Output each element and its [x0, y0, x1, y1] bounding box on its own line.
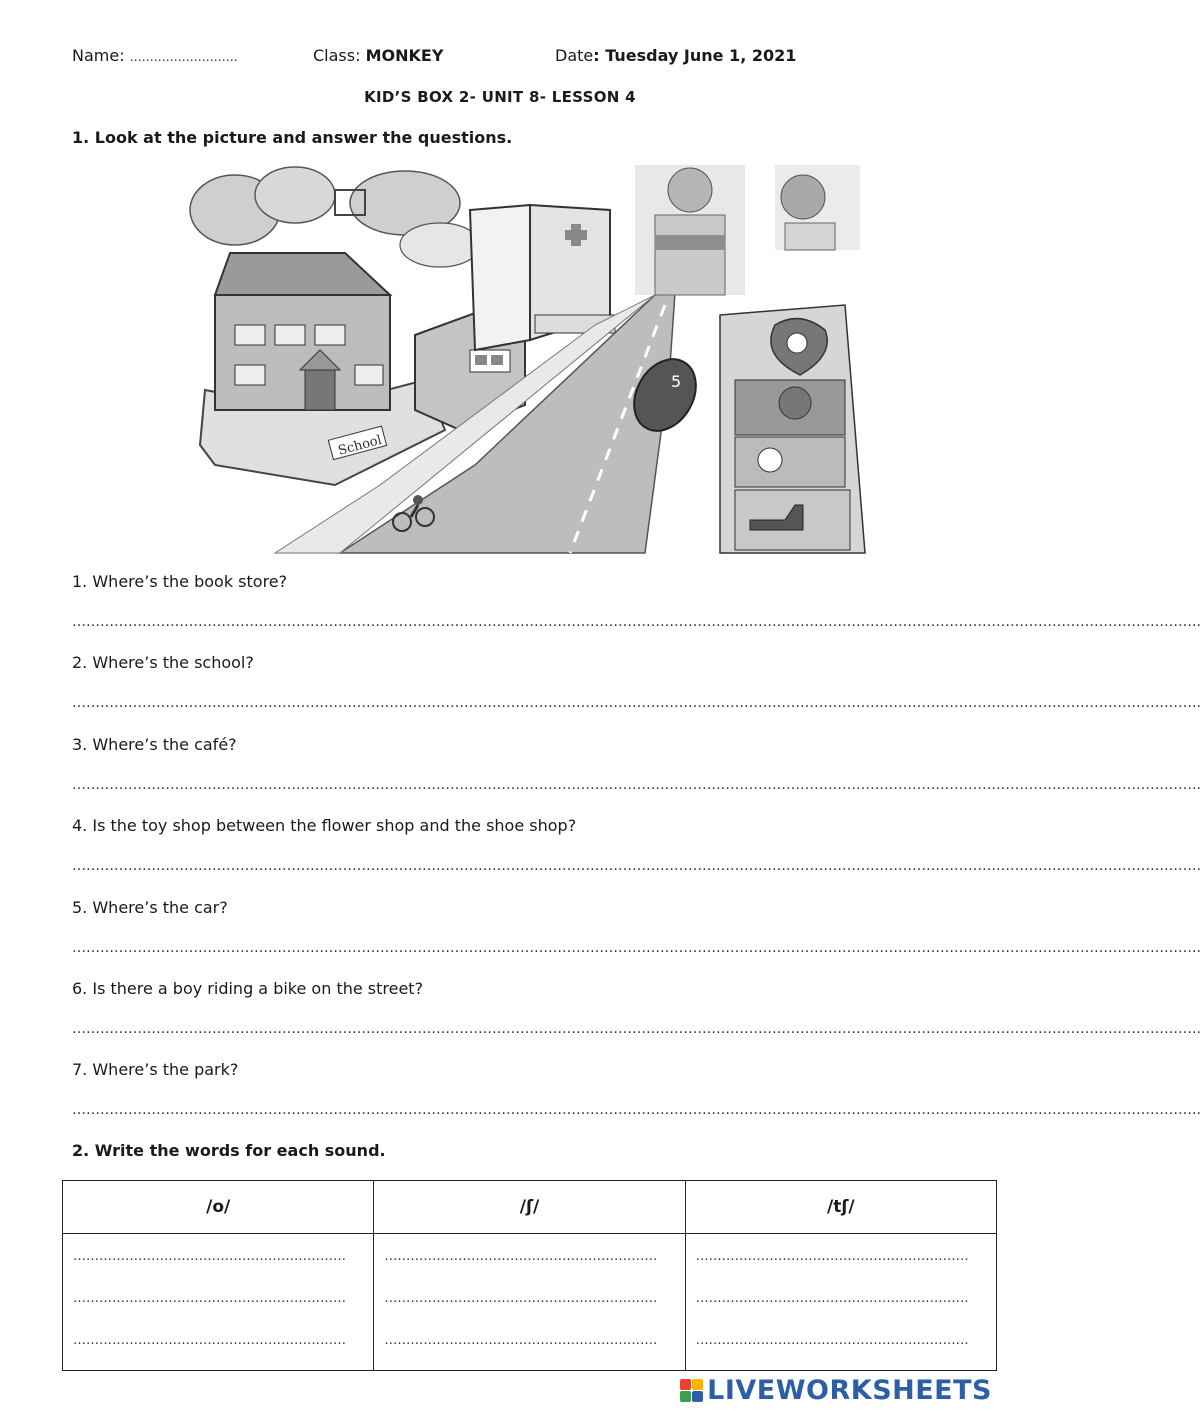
name-blank[interactable]: ………………………	[129, 50, 238, 64]
section-1-heading: 1. Look at the picture and answer the questions.	[72, 128, 513, 147]
column-header-sh: /ʃ/	[374, 1181, 685, 1234]
answer-blank[interactable]: ………………………………………………………	[695, 1249, 969, 1264]
answer-line-6[interactable]: ……………………………………………………………………………………………………………………………………………………………………………………………………………………..	[72, 1021, 1201, 1037]
answer-blank[interactable]: ………………………………………………………	[73, 1291, 346, 1306]
name-label: Name:	[72, 46, 125, 65]
answer-blank[interactable]: ………………………………………………………	[384, 1249, 658, 1264]
answer-blank[interactable]: ………………………………………………………	[695, 1291, 969, 1306]
answer-line-3[interactable]: ……………………………………………………………………………………………………………………………………………………………………………………………………………………..	[72, 777, 1201, 793]
logo-text: LIVEWORKSHEETS	[707, 1375, 992, 1406]
answer-blank[interactable]: ………………………………………………………	[384, 1291, 658, 1306]
town-street-picture	[175, 165, 865, 553]
question-5: 5. Where’s the car?	[72, 898, 228, 917]
question-7: 7. Where’s the park?	[72, 1060, 239, 1079]
answer-blank[interactable]: ………………………………………………………	[73, 1333, 346, 1348]
class-label: Class:	[313, 46, 361, 65]
date-field	[555, 46, 796, 65]
teddy-bear-icon	[779, 387, 811, 419]
answer-line-1[interactable]: ……………………………………………………………………………………………………………………………………………………………………………………………………………………..	[72, 614, 1201, 630]
car-number: 5	[671, 372, 682, 391]
answer-line-2[interactable]: ……………………………………………………………………………………………………………………………………………………………………………………………………………………..	[72, 695, 1201, 711]
column-header-ch: /tʃ/	[685, 1181, 996, 1234]
date-value: : Tuesday June 1, 2021	[593, 46, 797, 65]
column-sh-cell	[374, 1234, 685, 1371]
answer-line-5[interactable]: ……………………………………………………………………………………………………………………………………………………………………………………………………………………..	[72, 940, 1201, 956]
section-2-heading: 2. Write the words for each sound.	[72, 1141, 386, 1160]
column-o-cell	[63, 1234, 374, 1371]
answer-blank[interactable]: ………………………………………………………	[384, 1333, 658, 1348]
question-1: 1. Where’s the book store?	[72, 572, 288, 591]
children-photo	[635, 165, 860, 295]
liveworksheets-logo[interactable]	[680, 1375, 992, 1406]
cafe	[735, 437, 845, 487]
date-label: Date	[555, 46, 594, 65]
worksheet-title: KID’S BOX 2- UNIT 8- LESSON 4	[364, 88, 636, 106]
column-header-o: /o/	[63, 1181, 374, 1234]
question-3: 3. Where’s the café?	[72, 735, 237, 754]
name-field	[72, 46, 238, 65]
school-building	[200, 253, 445, 485]
answer-blank[interactable]: ………………………………………………………	[73, 1249, 346, 1264]
liveworksheets-logo-icon	[680, 1379, 703, 1402]
answer-line-7[interactable]: ……………………………………………………………………………………………………………………………………………………………………………………………………………………..	[72, 1102, 1201, 1118]
question-6: 6. Is there a boy riding a bike on the street?	[72, 979, 424, 998]
class-field	[313, 46, 443, 65]
column-ch-cell	[685, 1234, 996, 1371]
question-2: 2. Where’s the school?	[72, 653, 254, 672]
school-sign: School	[336, 432, 384, 459]
question-4: 4. Is the toy shop between the flower shop and the shoe shop?	[72, 816, 577, 835]
shops-row	[720, 305, 865, 553]
sounds-table	[62, 1180, 997, 1371]
answer-line-4[interactable]: ……………………………………………………………………………………………………………………………………………………………………………………………………………………..	[72, 858, 1201, 874]
answer-blank[interactable]: ………………………………………………………	[695, 1333, 969, 1348]
class-value: MONKEY	[365, 46, 444, 65]
